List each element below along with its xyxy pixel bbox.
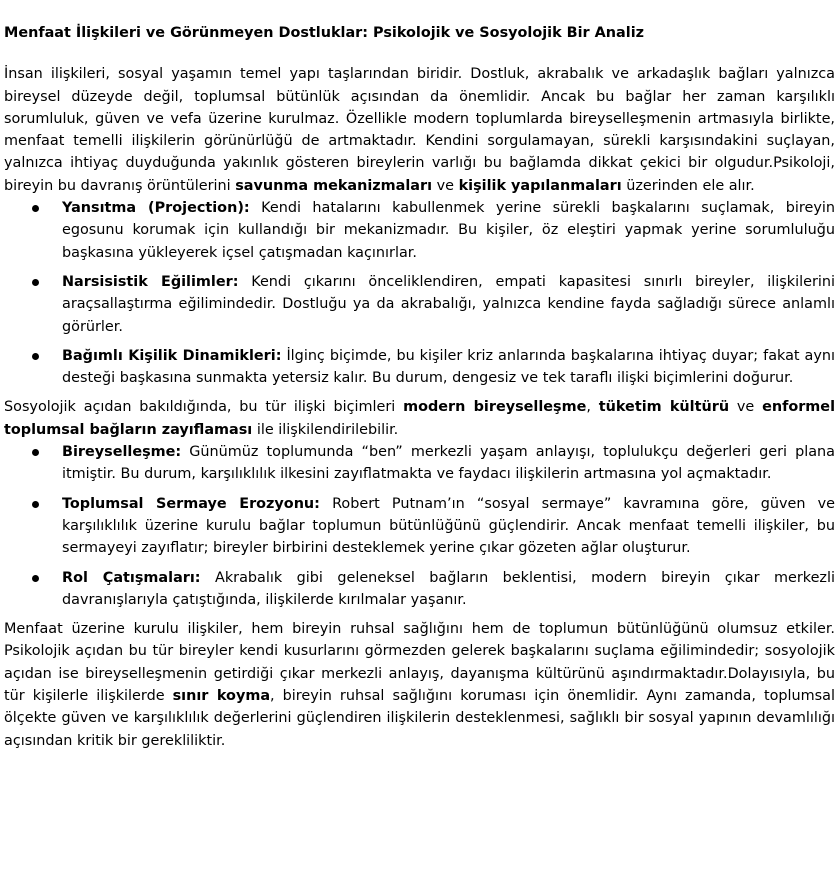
bullet-text: Günümüz toplumunda “ben” merkezli yaşam anlayışı, toplulukçu değerleri geri plana itmiştir. Bu durum, karşılıklılık ilkesini zayıflatmakta ve faydacı ilişkilerin artmasına yol açmaktadır. [62, 444, 835, 483]
bullet-icon [32, 353, 39, 360]
bullet-text: Kendi çıkarını önceliklendiren, empati kapasitesi sınırlı bireyler, ilişkilerini araçsallaştırma eğilimindedir. Dostluğu ya da akrabalığı, yalnızca kendine fayda sağladığı sürece anlamlı görürler. [62, 273, 835, 335]
sociology-intro-paragraph [4, 396, 835, 441]
list-item [4, 345, 835, 390]
bullet-term: Narsisistik Eğilimler: [62, 273, 239, 290]
list-item [4, 197, 835, 264]
intro-paragraph [4, 63, 835, 197]
bullet-term: Rol Çatışmaları: [62, 569, 201, 586]
bullet-icon [32, 575, 39, 582]
bullet-icon [32, 449, 39, 456]
list-item [4, 567, 835, 612]
socio-text-1: Sosyolojik açıdan bakıldığında, bu tür ilişki biçimleri [4, 399, 404, 416]
bullet-text: Robert Putnam’ın “sosyal sermaye” kavramına göre, güven ve karşılıklılık üzerine kurulu bağlar toplumun bütünlüğünü güçlendirir. Ancak menfaat temelli ilişkiler, bu sermayeyi zayıflatır; bireyler birbirini desteklemek yerine çıkar gözeten ağlar oluşturur. [62, 495, 835, 557]
bullet-term: Bağımlı Kişilik Dinamikleri: [62, 347, 282, 364]
bullet-term: Toplumsal Sermaye Erozyonu: [62, 495, 320, 512]
socio-text-4: ile ilişkilendirilebilir. [252, 421, 399, 438]
socio-text-2: , [586, 399, 599, 416]
psychology-bullet-list [4, 197, 837, 389]
list-item [4, 271, 835, 338]
socio-bold-consumer-culture: tüketim kültürü [598, 399, 730, 416]
bullet-term: Bireyselleşme: [62, 444, 182, 461]
socio-bold-individualization: modern bireyselleşme [403, 399, 587, 416]
list-item [4, 493, 835, 560]
bullet-text: Kendi hatalarını kabullenmek yerine sürekli başkalarını suçlamak, bireyin egosunu korumak için kullandığı bir mekanizmadır. Bu kişiler, öz eleştiri yapmak yerine sorumluluğu başkasına yükleyerek içsel çatışmadan kaçınırlar. [62, 200, 835, 261]
bullet-text: Akrabalık gibi geleneksel bağların beklentisi, modern bireyin çıkar merkezli davranışlarıyla çatıştığında, ilişkilerde kırılmalar yaşanır. [62, 569, 835, 608]
bullet-icon [32, 501, 39, 508]
intro-text-3: üzerinden ele alır. [621, 177, 755, 194]
bullet-text: İlginç biçimde, bu kişiler kriz anlarında başkalarına ihtiyaç duyar; fakat aynı desteği başkasına sunmakta yetersiz kalır. Bu durum, dengesiz ve tek taraflı ilişki biçimlerini doğurur. [62, 347, 835, 387]
bullet-icon [32, 205, 39, 212]
bullet-term: Yansıtma (Projection): [62, 200, 250, 217]
sociology-bullet-list [4, 441, 837, 611]
intro-bold-defense-mechanisms: savunma mekanizmaları [235, 177, 433, 194]
conclusion-text-2: , bireyin ruhsal sağlığını koruması için önemlidir. Aynı zamanda, toplumsal ölçekte güven ve karşılıklılık değerlerini güçlendiren ilişkilerin desteklenmesi, sağlıklı bir sosyal yapının devamlılığı açısından kritik bir gerekliliktir. [4, 688, 835, 749]
socio-bold-informal-bonds: enformel toplumsal bağların zayıflaması [4, 399, 835, 438]
intro-text-2: ve [432, 177, 459, 194]
bullet-icon [32, 279, 39, 286]
conclusion-text-1: Menfaat üzerine kurulu ilişkiler, hem bireyin ruhsal sağlığını hem de toplumun bütünlüğünü olumsuz etkiler. Psikolojik açıdan bu tür bireyler kendi kusurlarını görmezden gelerek başkalarını suçlama eğilimindedir; sosyolojik açıdan ise bireyselleşmenin getirdiği çıkar merkezli anlayış, dayanışma kültürünü aşındırmaktadır.Dolayısıyla, bu tür kişilerle ilişkilerde [4, 621, 835, 705]
list-item [4, 441, 835, 486]
intro-text-1: İnsan ilişkileri, sosyal yaşamın temel yapı taşlarından biridir. Dostluk, akrabalık ve arkadaşlık bağları yalnızca bireysel düzeyde değil, toplumsal bütünlük açısından da önemlidir. Ancak bu bağlar her zaman karşılıklı sorumluluk, güven ve vefa üzerine kurulmaz. Özellikle modern toplumlarda bireyselleşmenin artmasıyla birlikte, menfaat temelli ilişkilerin görünürlüğü de artmaktadır. Kendini sorgulamayan, sürekli karşısındakini suçlayan, yalnızca ihtiyaç duyduğunda yakınlık gösteren bireylerin varlığı bu bağlamda dikkat çekici bir olgudur.Psikoloji, bireyin bu davranış örüntülerini [4, 66, 835, 194]
document-title: Menfaat İlişkileri ve Görünmeyen Dostluklar: Psikolojik ve Sosyolojik Bir Analiz [4, 25, 645, 41]
intro-bold-personality-structures: kişilik yapılanmaları [458, 177, 622, 194]
conclusion-paragraph [4, 618, 835, 752]
conclusion-bold-boundary-setting: sınır koyma [172, 688, 271, 705]
socio-text-3: ve [729, 399, 763, 416]
